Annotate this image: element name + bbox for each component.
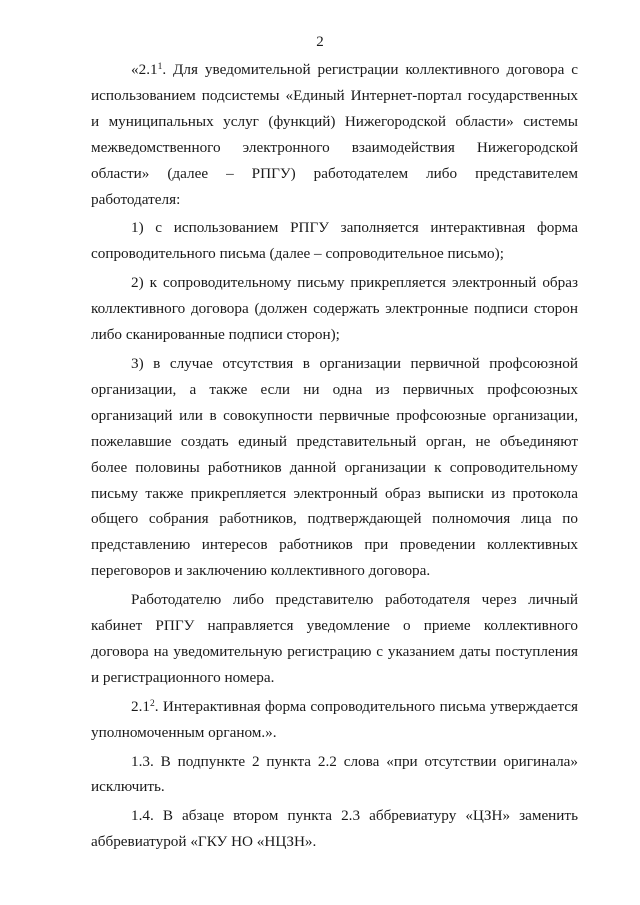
- paragraph-item-3: 3) в случае отсутствия в организации первичной профсоюзной организации, а также если ни одна из первичных профсоюзных организаций или в совокупности первичные профсоюзные организации, пожелавшие создать единый представительный орган, не объединяют более половины работников данной организации к сопроводительному письму также прикрепляется электронный образ выписки из протокола общего собрания работников, подтверждающей полномочия лица по представлению интересов работников при проведении коллективных переговоров и заключению коллективного договора.: [91, 354, 578, 580]
- paragraph-lead: «2.1: [131, 61, 158, 78]
- paragraph-item-1: 1) с использованием РПГУ заполняется интерактивная форма сопроводительного письма (далее – сопроводительное письмо);: [91, 219, 578, 263]
- document-body: [91, 57, 578, 858]
- paragraph-1-3: 1.3. В подпункте 2 пункта 2.2 слова «при отсутствии оригинала» исключить.: [91, 752, 578, 796]
- paragraph-item-2: 2) к сопроводительному письму прикрепляется электронный образ коллективного договора (должен содержать электронные подписи сторон либо сканированные подписи сторон);: [91, 274, 578, 344]
- paragraph-text: . Для уведомительной регистрации коллективного договора с использованием подсистемы «Единый Интернет-портал государственных и муниципальных услуг (функций) Нижегородской области» системы межведомственного электронного взаимодействия Нижегородской области» (далее – РПГУ) работодателем либо представителем работодателя:: [91, 61, 578, 208]
- superscript: 1: [157, 62, 163, 72]
- paragraph-1-4: 1.4. В абзаце втором пункта 2.3 аббревиатуру «ЦЗН» заменить аббревиатурой «ГКУ НО «НЦЗН».: [91, 807, 578, 851]
- paragraph-lead: 2.1: [131, 697, 150, 715]
- page-number: 2: [316, 34, 324, 50]
- superscript: 2: [149, 698, 155, 709]
- paragraph-text: . Интерактивная форма сопроводительного письма утверждается уполномоченным органом.».: [91, 697, 578, 741]
- paragraph-notification: Работодателю либо представителю работодателя через личный кабинет РПГУ направляется уведомление о приеме коллективного договора на уведомительную регистрацию с указанием даты поступления и регистрационного номера.: [91, 591, 578, 686]
- paragraph-2-1-1: [91, 57, 578, 212]
- paragraph-2-1-2: [91, 694, 578, 746]
